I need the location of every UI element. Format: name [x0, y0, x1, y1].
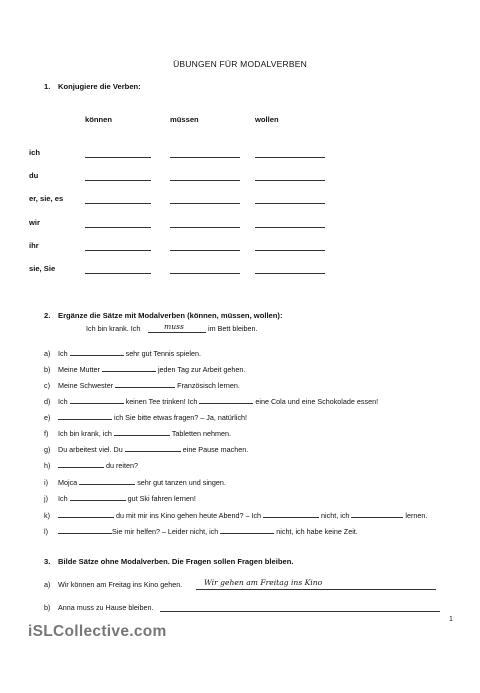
conjugation-blank[interactable] [170, 227, 240, 228]
item-text-part: Meine Mutter [58, 365, 100, 374]
exercise-2-heading: Ergänze die Sätze mit Modalverben (können, müssen, wollen): [58, 311, 283, 320]
conjugation-blank[interactable] [85, 227, 151, 228]
pronoun-du: du [29, 171, 39, 180]
item-letter-l: l) [44, 527, 48, 536]
answer-blank[interactable] [70, 500, 126, 501]
conjugation-blank[interactable] [85, 250, 151, 251]
item-letter-e: e) [44, 413, 51, 422]
exercise-1-number: 1. [44, 82, 51, 91]
worksheet-title: ÜBUNGEN FÜR MODALVERBEN [173, 59, 307, 69]
answer-blank[interactable] [58, 517, 114, 518]
item-letter-h: h) [44, 461, 51, 470]
ex3-answer-line-b[interactable] [160, 611, 440, 612]
ex3-item-letter-b: b) [44, 603, 51, 612]
verb-header-muessen: müssen [170, 115, 199, 124]
item-letter-b: b) [44, 365, 51, 374]
answer-blank[interactable] [70, 355, 124, 356]
item-d-text [58, 397, 378, 406]
item-letter-f: f) [44, 429, 49, 438]
example-blank [148, 332, 206, 333]
item-text-part: Ich [58, 397, 68, 406]
item-k-text [58, 511, 427, 520]
item-text-part: eine Cola und eine Schokolade essen! [255, 397, 379, 406]
answer-blank[interactable] [125, 451, 181, 452]
pronoun-ich: ich [29, 148, 40, 157]
answer-blank[interactable] [58, 419, 112, 420]
example-sentence-end: im Bett bleiben. [208, 324, 258, 333]
item-i-text [58, 478, 226, 487]
item-text-part: Ich [58, 494, 68, 503]
answer-blank[interactable] [79, 484, 135, 485]
item-text-part: eine Pause machen. [182, 445, 249, 454]
item-text-part: Ich bin krank, ich [58, 429, 112, 438]
item-letter-d: d) [44, 397, 51, 406]
ex3-item-a-text: Wir können am Freitag ins Kino gehen. [58, 580, 183, 589]
item-f-text [58, 429, 231, 438]
conjugation-blank[interactable] [85, 180, 151, 181]
pronoun-sie-Sie: sie, Sie [29, 264, 56, 273]
item-text-part: Tabletten nehmen. [171, 429, 231, 438]
conjugation-blank[interactable] [255, 273, 325, 274]
item-text-part: Ich [58, 349, 68, 358]
answer-blank[interactable] [70, 403, 124, 404]
item-text-part: sehr gut tanzen und singen. [137, 478, 226, 487]
ex3-item-b-text: Anna muss zu Hause bleiben. [58, 603, 154, 612]
conjugation-blank[interactable] [85, 157, 151, 158]
answer-blank[interactable] [263, 517, 319, 518]
item-text-part: keinen Tee trinken! Ich [125, 397, 198, 406]
answer-blank[interactable] [115, 387, 175, 388]
pronoun-er-sie-es: er, sie, es [29, 194, 64, 203]
answer-blank[interactable] [351, 517, 403, 518]
exercise-3-heading: Bilde Sätze ohne Modalverben. Die Fragen sollen Fragen bleiben. [58, 557, 294, 566]
conjugation-blank[interactable] [255, 250, 325, 251]
item-letter-j: j) [44, 494, 48, 503]
item-text-part: Du arbeitest viel. Du [58, 445, 123, 454]
item-text-part: du reiten? [106, 461, 138, 470]
exercise-2-number: 2. [44, 311, 51, 320]
item-text-part: gut Ski fahren lernen! [127, 494, 196, 503]
conjugation-blank[interactable] [255, 180, 325, 181]
item-text-part: nicht, ich habe keine Zeit. [276, 527, 358, 536]
item-text-part: nicht, ich [321, 511, 350, 520]
page-number: 1 [449, 616, 453, 623]
item-text-part: Meine Schwester [58, 381, 114, 390]
exercise-3-number: 3. [44, 557, 51, 566]
exercise-1-heading: Konjugiere die Verben: [58, 82, 141, 91]
conjugation-blank[interactable] [170, 203, 240, 204]
item-letter-g: g) [44, 445, 51, 454]
ex3-answer-line-a[interactable] [196, 589, 436, 590]
conjugation-blank[interactable] [170, 273, 240, 274]
item-text-part: lernen. [405, 511, 428, 520]
item-c-text [58, 381, 240, 390]
conjugation-blank[interactable] [170, 157, 240, 158]
item-h-text [58, 461, 138, 470]
item-a-text [58, 349, 201, 358]
item-l-text [58, 527, 358, 536]
conjugation-blank[interactable] [85, 273, 151, 274]
answer-blank[interactable] [220, 533, 274, 534]
item-text-part: sehr gut Tennis spielen. [125, 349, 201, 358]
item-letter-c: c) [44, 381, 50, 390]
item-g-text [58, 445, 248, 454]
verb-header-koennen: können [85, 115, 113, 124]
item-text-part: jeden Tag zur Arbeit gehen. [157, 365, 246, 374]
item-text-part: ich Sie bitte etwas fragen? – Ja, natürlich! [114, 413, 248, 422]
item-e-text [58, 413, 247, 422]
conjugation-blank[interactable] [255, 157, 325, 158]
item-j-text [58, 494, 196, 503]
answer-blank[interactable] [58, 467, 104, 468]
item-letter-i: i) [44, 478, 48, 487]
item-letter-k: k) [44, 511, 50, 520]
ex3-item-letter-a: a) [44, 580, 51, 589]
conjugation-blank[interactable] [255, 203, 325, 204]
ex3-answer-a: Wir gehen am Freitag ins Kino [204, 578, 323, 587]
example-answer: muss [164, 322, 184, 331]
item-text-part: Mojca [58, 478, 78, 487]
conjugation-blank[interactable] [170, 250, 240, 251]
answer-blank[interactable] [199, 403, 253, 404]
item-text-part: Französisch lernen. [177, 381, 240, 390]
answer-blank[interactable] [58, 533, 112, 534]
item-b-text [58, 365, 245, 374]
conjugation-blank[interactable] [85, 203, 151, 204]
verb-header-wollen: wollen [255, 115, 279, 124]
pronoun-wir: wir [29, 218, 40, 227]
item-text-part: du mit mir ins Kino gehen heute Abend? – Ich [116, 511, 262, 520]
conjugation-blank[interactable] [170, 180, 240, 181]
islcollective-logo[interactable]: iSLCollective.com [28, 623, 167, 640]
item-text-part: Sie mir helfen? – Leider nicht, ich [112, 527, 219, 536]
item-letter-a: a) [44, 349, 51, 358]
conjugation-blank[interactable] [255, 227, 325, 228]
pronoun-ihr: ihr [29, 241, 39, 250]
answer-blank[interactable] [102, 371, 156, 372]
answer-blank[interactable] [114, 435, 170, 436]
example-sentence-start: Ich bin krank. Ich [86, 324, 141, 333]
